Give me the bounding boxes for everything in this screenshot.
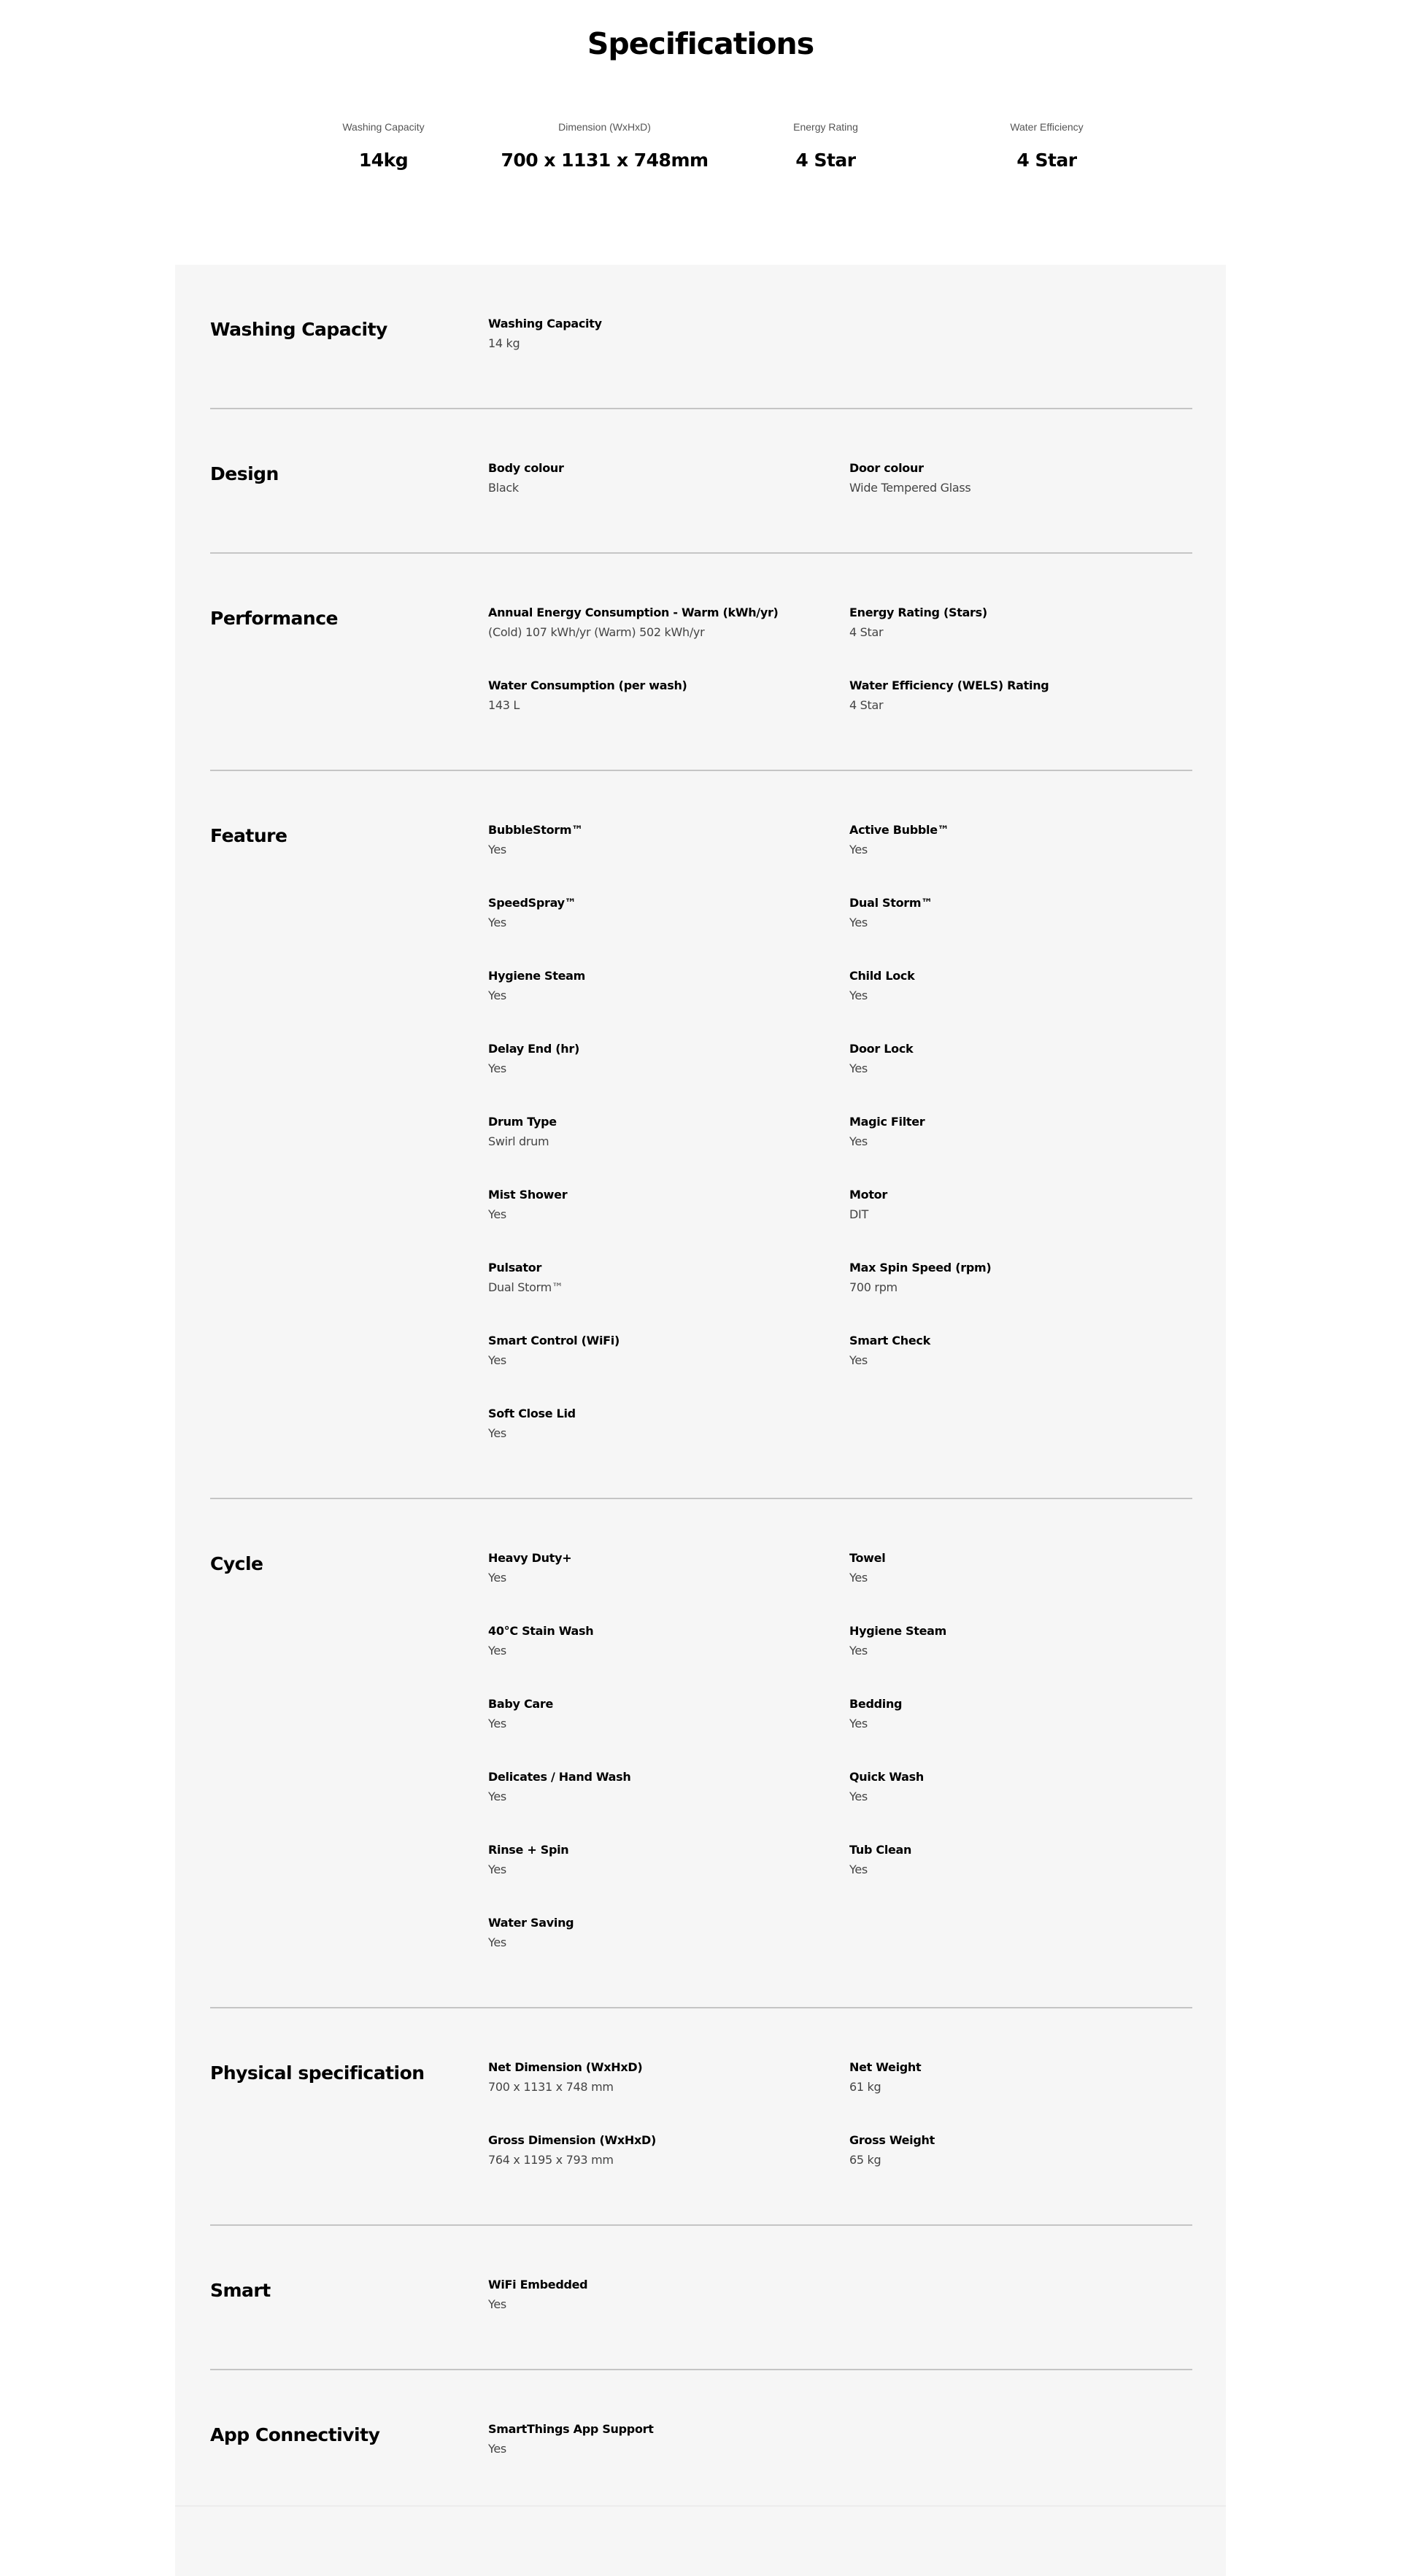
spec-item [488,1114,849,1187]
key-spec-value: 700 x 1131 x 748mm [501,150,709,171]
spec-item-value: Yes [488,2442,506,2456]
spec-item-name: Water Consumption (per wash) [488,678,687,692]
spec-item-value: Yes [488,1644,506,1658]
spec-item-name: Quick Wash [849,1770,924,1784]
spec-item-value: Wide Tempered Glass [849,481,971,495]
spec-items-grid [488,2059,1189,2205]
spec-item-value: Yes [849,989,868,1002]
spec-item [849,1114,1189,1187]
spec-item-name: Dual Storm™ [849,896,933,910]
key-spec-label: Energy Rating [793,121,858,133]
spec-item [488,1406,849,1479]
spec-item-name: Energy Rating (Stars) [849,606,987,619]
key-spec-dimension [494,120,715,172]
key-spec-label: Dimension (WxHxD) [558,121,651,133]
spec-item [849,2059,1189,2132]
key-spec-washing-capacity [273,120,494,172]
spec-item-name: Motor [849,1188,887,1202]
spec-item [488,678,849,751]
spec-items-grid [488,316,1189,389]
spec-item [488,460,849,533]
section-title: Feature [210,825,287,846]
spec-item-name: Max Spin Speed (rpm) [849,1261,992,1275]
spec-items-grid [488,1550,1189,1988]
spec-section-physical-specification [210,2008,1192,2226]
spec-item-name: Smart Check [849,1334,930,1347]
spec-item [488,1696,849,1769]
section-title: Physical specification [210,2062,425,2084]
spec-item [849,968,1189,1041]
key-spec-value: 4 Star [1016,150,1077,171]
key-specs-summary [273,120,1159,172]
spec-item-value: 700 rpm [849,1280,898,1294]
spec-items-grid [488,460,1189,533]
spec-section-design [210,409,1192,554]
spec-item-name: Smart Control (WiFi) [488,1334,620,1347]
spec-item [849,822,1189,895]
section-title: Washing Capacity [210,319,387,340]
spec-item-name: Door Lock [849,1042,914,1056]
spec-panel [175,265,1226,2576]
spec-item-name: Washing Capacity [488,317,602,330]
spec-item-value: 14 kg [488,336,520,350]
spec-item-value: Yes [849,843,868,856]
spec-item [488,1842,849,1915]
spec-item [849,1333,1189,1406]
spec-section-washing-capacity [210,265,1192,409]
spec-item-name: 40°C Stain Wash [488,1624,594,1638]
spec-item-value: Swirl drum [488,1134,549,1148]
spec-item-value: 65 kg [849,2153,881,2167]
spec-item-name: Body colour [488,461,564,475]
spec-item-value: Yes [849,1571,868,1585]
spec-items-grid [488,605,1189,751]
key-spec-value: 14kg [358,150,409,171]
spec-item-value: Yes [849,1353,868,1367]
spec-item-name: Pulsator [488,1261,542,1275]
spec-item-value: Yes [849,916,868,929]
spec-item-name: Hygiene Steam [488,969,586,983]
spec-item-name: Active Bubble™ [849,823,949,837]
spec-item [849,2132,1189,2205]
spec-item [488,1915,849,1988]
spec-item [488,1041,849,1114]
spec-item [849,605,1189,678]
spec-item-name: Hygiene Steam [849,1624,947,1638]
spec-item-name: Drum Type [488,1115,557,1129]
spec-item [849,678,1189,751]
spec-item-value: Yes [488,1426,506,1440]
section-title: Smart [210,2280,271,2301]
spec-item-value: Yes [488,1863,506,1876]
spec-item-name: Tub Clean [849,1843,912,1857]
spec-item [849,1041,1189,1114]
spec-item [849,1769,1189,1842]
spec-item-name: Child Lock [849,969,915,983]
spec-item [849,1187,1189,1260]
spec-section-cycle [210,1499,1192,2008]
spec-item [849,460,1189,533]
spec-item-value: Yes [488,989,506,1002]
spec-item-value: 143 L [488,698,520,712]
spec-item-value: Yes [488,916,506,929]
spec-item-name: Water Efficiency (WELS) Rating [849,678,1049,692]
spec-item [488,1260,849,1333]
spec-item-name: Net Dimension (WxHxD) [488,2060,643,2074]
spec-item-name: Gross Weight [849,2133,935,2147]
spec-item-value: (Cold) 107 kWh/yr (Warm) 502 kWh/yr [488,625,705,639]
spec-item [849,895,1189,968]
spec-item-value: 61 kg [849,2080,881,2094]
spec-item-name: Delicates / Hand Wash [488,1770,631,1784]
spec-item [488,316,849,389]
spec-item [488,2132,849,2205]
spec-item [849,1550,1189,1623]
spec-section-performance [210,554,1192,771]
spec-item-name: Delay End (hr) [488,1042,579,1056]
spec-item-value: Yes [488,2297,506,2311]
spec-item [488,968,849,1041]
spec-section-smart [210,2226,1192,2370]
spec-item [488,1550,849,1623]
spec-item [488,1333,849,1406]
spec-item-value: Yes [488,1353,506,1367]
spec-item-name: Door colour [849,461,924,475]
spec-section-feature [210,771,1192,1499]
spec-item-name: Annual Energy Consumption - Warm (kWh/yr) [488,606,779,619]
key-spec-value: 4 Star [795,150,856,171]
spec-item-name: Soft Close Lid [488,1407,576,1420]
spec-item-value: Black [488,481,519,495]
spec-item-value: 700 x 1131 x 748 mm [488,2080,614,2094]
spec-item-name: Water Saving [488,1916,574,1930]
spec-item-value: Yes [488,1207,506,1221]
spec-item-value: 764 x 1195 x 793 mm [488,2153,614,2167]
spec-item-value: Yes [849,1134,868,1148]
spec-item [488,1187,849,1260]
spec-item-value: DIT [849,1207,868,1221]
spec-item [488,822,849,895]
spec-item [488,2277,849,2350]
section-title: Performance [210,608,338,629]
spec-item [849,1260,1189,1333]
spec-item-name: Net Weight [849,2060,922,2074]
spec-item [488,895,849,968]
spec-item-value: Yes [488,843,506,856]
spec-item-value: Yes [488,1571,506,1585]
spec-item-value: Yes [488,1935,506,1949]
spec-item [849,1696,1189,1769]
section-title: App Connectivity [210,2424,380,2445]
spec-item-value: Dual Storm™ [488,1280,563,1294]
spec-item-name: Mist Shower [488,1188,568,1202]
spec-item [488,2059,849,2132]
spec-section-app-connectivity [210,2370,1192,2505]
key-spec-water-efficiency [936,120,1157,172]
spec-item-name: SmartThings App Support [488,2422,654,2436]
spec-item-value: Yes [488,1790,506,1803]
spec-item-value: Yes [488,1717,506,1730]
spec-item-name: Gross Dimension (WxHxD) [488,2133,656,2147]
key-spec-energy-rating [715,120,936,172]
spec-item-name: WiFi Embedded [488,2278,588,2291]
spec-item-name: Towel [849,1551,886,1565]
spec-item-value: Yes [849,1644,868,1658]
section-title: Design [210,463,279,484]
spec-item-name: Magic Filter [849,1115,925,1129]
key-spec-label: Water Efficiency [1010,121,1084,133]
spec-item-value: Yes [849,1790,868,1803]
key-spec-label: Washing Capacity [342,121,425,133]
spec-item-name: Bedding [849,1697,903,1711]
spec-item-value: 4 Star [849,625,884,639]
spec-item [849,1623,1189,1696]
spec-item-value: Yes [849,1061,868,1075]
spec-item-name: BubbleStorm™ [488,823,583,837]
spec-item [488,1769,849,1842]
page-title: Specifications [587,26,814,61]
panel-footer-divider [175,2505,1226,2507]
spec-item [488,605,849,678]
spec-item [488,2421,849,2494]
spec-items-grid [488,822,1189,1479]
spec-items-grid [488,2277,1189,2350]
spec-items-grid [488,2421,1189,2494]
spec-item-name: Baby Care [488,1697,554,1711]
spec-item-value: 4 Star [849,698,884,712]
spec-item-value: Yes [488,1061,506,1075]
spec-item-name: Rinse + Spin [488,1843,569,1857]
spec-item-name: Heavy Duty+ [488,1551,572,1565]
spec-item-value: Yes [849,1717,868,1730]
spec-item-name: SpeedSpray™ [488,896,576,910]
spec-item-value: Yes [849,1863,868,1876]
section-title: Cycle [210,1553,263,1574]
spec-item [849,1842,1189,1915]
spec-item [488,1623,849,1696]
